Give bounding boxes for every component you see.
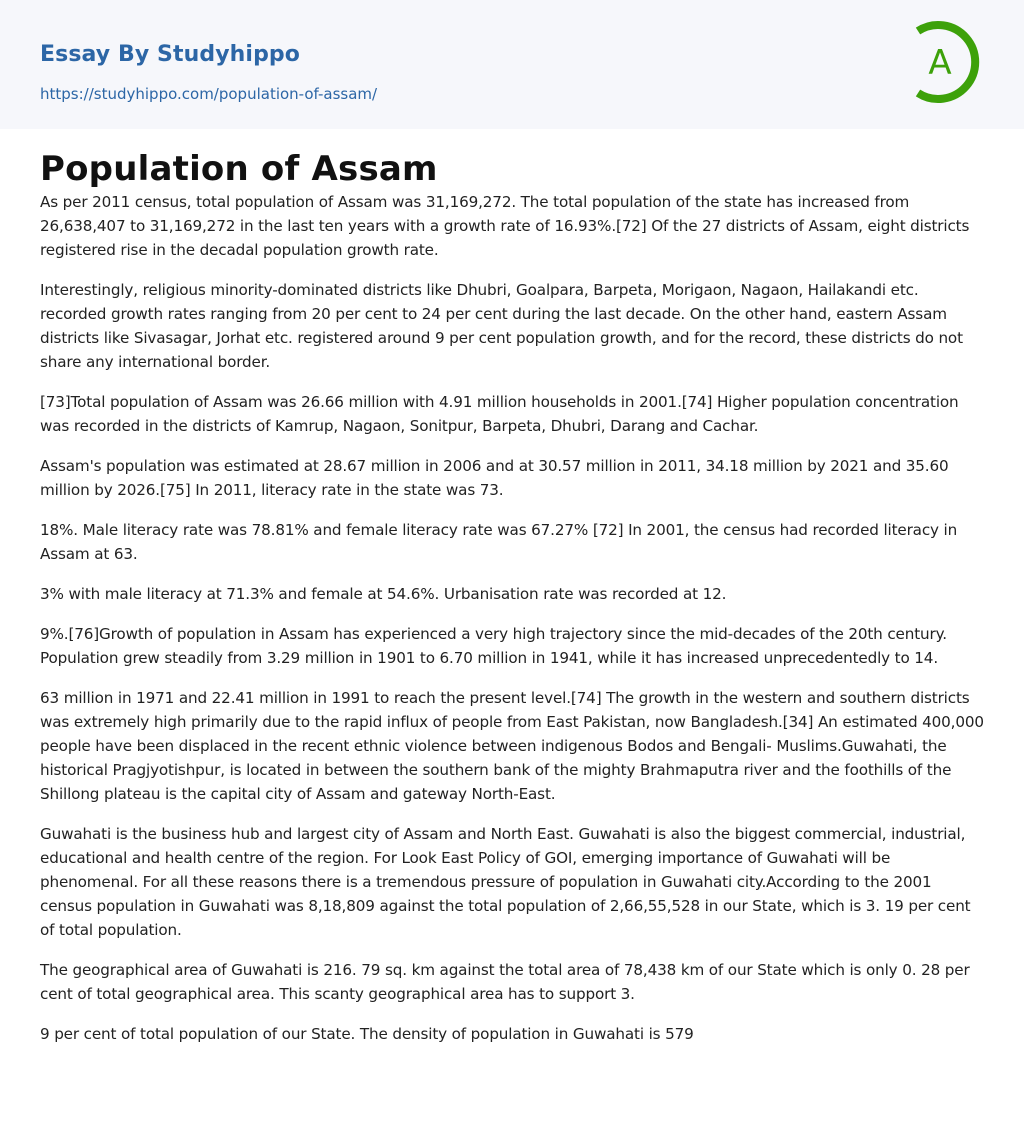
article-paragraph: 18%. Male literacy rate was 78.81% and female literacy rate was 67.27% [72] In 2001, the census had recorded literacy in Assam at 63. — [40, 521, 958, 563]
article-paragraph: Interestingly, religious minority-dominated districts like Dhubri, Goalpara, Barpeta, Morigaon, Nagaon, Hailakandi etc. recorded growth rates ranging from 20 per cent to 24 per cent during the last decade. On the other hand, eastern Assam districts like Sivasagar, Jorhat etc. registered around 9 per cent population growth, and for the record, these districts do not share any international border. — [40, 281, 963, 371]
article-paragraph: 63 million in 1971 and 22.41 million in 1991 to reach the present level.[74] The growth in the western and southern districts was extremely high primarily due to the rapid influx of people from East Pakistan, now Bangladesh.[34] An estimated 400,000 people have been displaced in the recent ethnic violence between indigenous Bodos and Bengali- Muslims.Guwahati, the historical Pragjyotishpur, is located in between the southern bank of the mighty Brahmaputra river and the foothills of the Shillong plateau is the capital city of Assam and gateway North-East. — [40, 689, 984, 803]
brand-title: Essay By Studyhippo — [40, 42, 300, 67]
article-paragraph: Assam's population was estimated at 28.67 million in 2006 and at 30.57 million in 2011, 34.18 million by 2021 and 35.60 million by 2026.[75] In 2011, literacy rate in the state was 73. — [40, 457, 949, 499]
article-paragraph: 9 per cent of total population of our State. The density of population in Guwahati is 579 — [40, 1025, 694, 1043]
article-paragraph: Guwahati is the business hub and largest city of Assam and North East. Guwahati is also the biggest commercial, industrial, educational and health centre of the region. For Look East Policy of GOI, emerging importance of Guwahati will be phenomenal. For all these reasons there is a tremendous pressure of population in Guwahati city.According to the 2001 census population in Guwahati was 8,18,809 against the total population of 2,66,55,528 in our State, which is 3. 19 per cent of total population. — [40, 825, 971, 939]
source-url-link[interactable]: https://studyhippo.com/population-of-assam/ — [40, 85, 378, 103]
article — [0, 148, 1024, 1046]
page-title: Population of Assam — [40, 149, 438, 189]
site-header — [0, 0, 1024, 129]
article-paragraph: 9%.[76]Growth of population in Assam has experienced a very high trajectory since the mid-decades of the 20th century. Population grew steadily from 3.29 million in 1901 to 6.70 million in 1941, while it has increased unprecedentedly to 14. — [40, 625, 947, 667]
article-paragraph: As per 2011 census, total population of Assam was 31,169,272. The total population of the state has increased from 26,638,407 to 31,169,272 in the last ten years with a growth rate of 16.93%.[72] Of the 27 districts of Assam, eight districts registered rise in the decadal population growth rate. — [40, 193, 970, 259]
article-paragraph: 3% with male literacy at 71.3% and female at 54.6%. Urbanisation rate was recorded at 12. — [40, 585, 727, 603]
article-paragraph: [73]Total population of Assam was 26.66 million with 4.91 million households in 2001.[74] Higher population concentration was recorded in the districts of Kamrup, Nagaon, Sonitpur, Barpeta, Dhubri, Darang and Cachar. — [40, 393, 959, 435]
studyhippo-logo-icon[interactable] — [912, 19, 986, 105]
svg-text:A: A — [928, 43, 952, 83]
article-paragraph: The geographical area of Guwahati is 216. 79 sq. km against the total area of 78,438 km of our State which is only 0. 28 per cent of total geographical area. This scanty geographical area has to support 3. — [40, 961, 970, 1003]
